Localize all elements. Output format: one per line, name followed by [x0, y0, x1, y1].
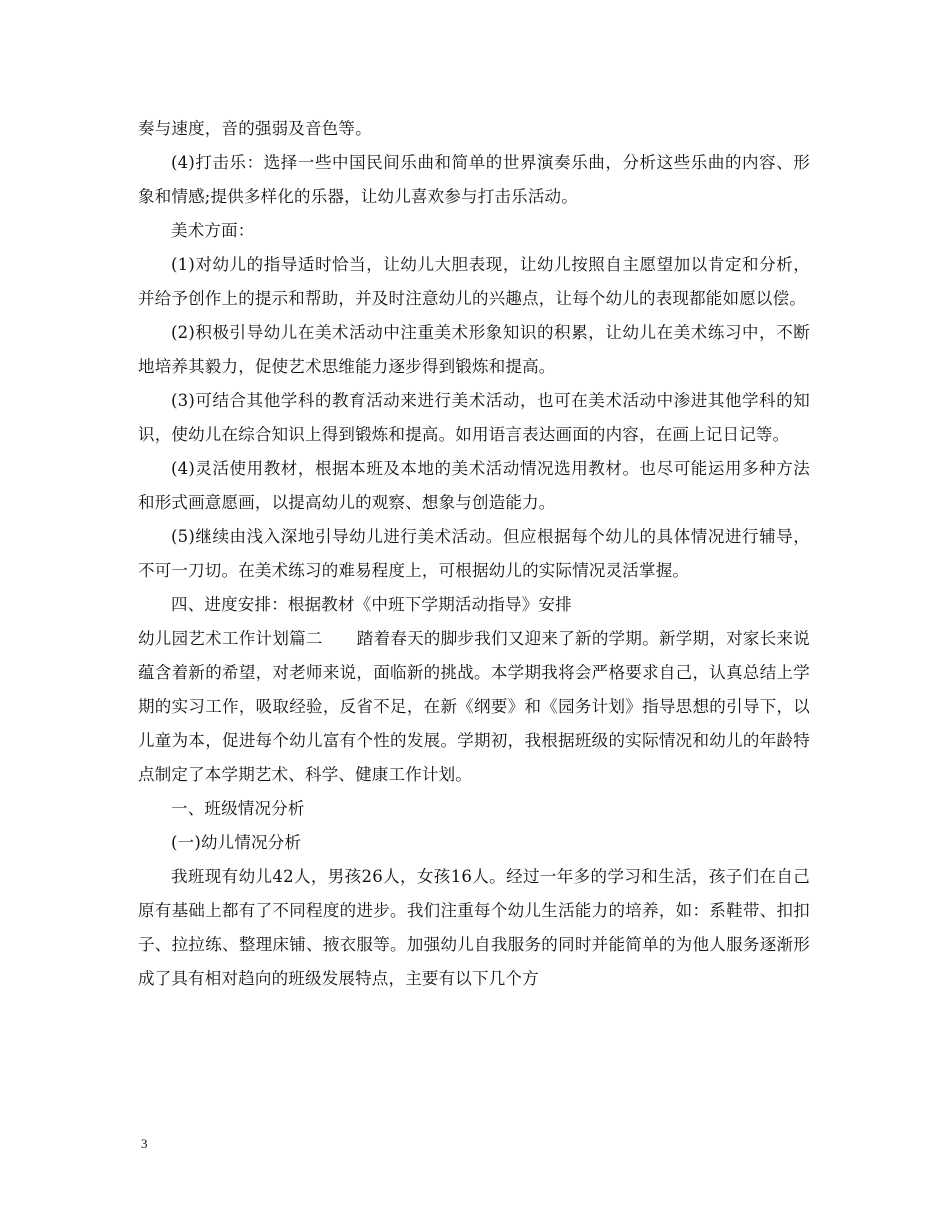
section-paragraph	[138, 622, 810, 792]
section-title: 幼儿园艺术工作计划篇二	[138, 629, 323, 648]
paragraph-heading: 美术方面：	[171, 221, 255, 240]
paragraph: 奏与速度，音的强弱及音色等。	[138, 119, 372, 138]
document-body	[138, 112, 810, 996]
paragraph: (4)灵活使用教材，根据本班及本地的美术活动情况选用教材。也尽可能运用多种方法和形式画意愿画，以提高幼儿的观察、想象与创造能力。	[138, 459, 810, 512]
paragraph: 我班现有幼儿42人，男孩26人，女孩16人。经过一年多的学习和生活，孩子们在自己原有基础上都有了不同程度的进步。我们注重每个幼儿生活能力的培养，如：系鞋带、扣扣子、拉拉练、整理床铺、掖衣服等。加强幼儿自我服务的同时并能简单的为他人服务逐渐形成了具有相对趋向的班级发展特点，主要有以下几个方	[138, 867, 810, 988]
paragraph: (3)可结合其他学科的教育活动来进行美术活动，也可在美术活动中渗进其他学科的知识，使幼儿在综合知识上得到锻炼和提高。如用语言表达画面的内容，在画上记日记等。	[138, 391, 810, 444]
paragraph: (2)积极引导幼儿在美术活动中注重美术形象知识的积累，让幼儿在美术练习中，不断地培养其毅力，促使艺术思维能力逐步得到锻炼和提高。	[138, 323, 810, 376]
paragraph-heading: 四、进度安排：根据教材《中班下学期活动指导》安排	[171, 595, 572, 614]
paragraph: (4)打击乐：选择一些中国民间乐曲和简单的世界演奏乐曲，分析这些乐曲的内容、形象和情感;提供多样化的乐器，让幼儿喜欢参与打击乐活动。	[138, 153, 810, 206]
paragraph-heading: 一、班级情况分析	[171, 799, 305, 818]
paragraph: (5)继续由浅入深地引导幼儿进行美术活动。但应根据每个幼儿的具体情况进行辅导，不可一刀切。在美术练习的难易程度上，可根据幼儿的实际情况灵活掌握。	[138, 527, 810, 580]
paragraph: (1)对幼儿的指导适时恰当，让幼儿大胆表现，让幼儿按照自主愿望加以肯定和分析，并给予创作上的提示和帮助，并及时注意幼儿的兴趣点，让每个幼儿的表现都能如愿以偿。	[138, 255, 810, 308]
section-intro: 踏着春天的脚步我们又迎来了新的学期。新学期，对家长来说蕴含着新的希望，对老师来说，面临新的挑战。本学期我将会严格要求自己，认真总结上学期的实习工作，吸取经验，反省不足，在新《纲要》和《园务计划》指导思想的引导下，以儿童为本，促进每个幼儿富有个性的发展。学期初，我根据班级的实际情况和幼儿的年龄特点制定了本学期艺术、科学、健康工作计划。	[138, 629, 810, 784]
page-number: 3	[141, 1136, 148, 1151]
paragraph-heading: (一)幼儿情况分析	[171, 833, 302, 852]
